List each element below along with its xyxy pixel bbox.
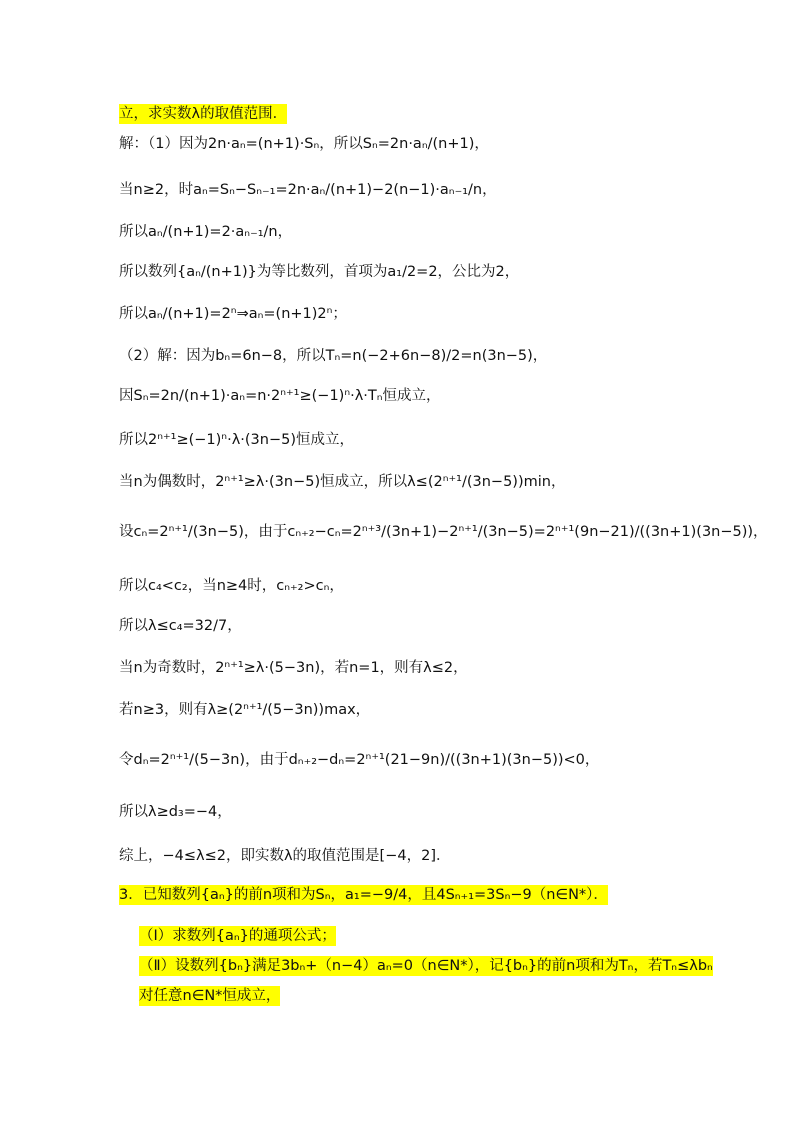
solution-line: 所以λ≤c₄=32/7， [119, 618, 242, 634]
solution-line: （2）解：因为bₙ=6n−8，所以Tₙ=n(−2+6n−8)/2=n(3n−5)， [119, 348, 548, 364]
solution-line: 当n为偶数时，2ⁿ⁺¹≥λ·(3n−5)恒成立，所以λ≤(2ⁿ⁺¹/(3n−5))min， [119, 474, 566, 490]
solution-line: 若n≥3，则有λ≥(2ⁿ⁺¹/(5−3n))max， [119, 702, 371, 718]
problem-part-2-continued: 对任意n∈N*恒成立， [139, 988, 281, 1004]
solution-line: 设cₙ=2ⁿ⁺¹/(3n−5)，由于cₙ₊₂−cₙ=2ⁿ⁺³/(3n+1)−2ⁿ⁺¹/(3n−5)=2ⁿ⁺¹(9n−21)/((3n+1)(3n−5))， [119, 524, 768, 540]
problem-part-2: （Ⅱ）设数列{bₙ}满足3bₙ+（n−4）aₙ=0（n∈N*），记{bₙ}的前n项和为Tₙ，若Tₙ≤λbₙ [139, 958, 713, 974]
solution-line: 所以aₙ/(n+1)=2·aₙ₋₁/n， [119, 224, 293, 240]
problem-stem: 3．已知数列{aₙ}的前n项和为Sₙ，a₁=−9/4，且4Sₙ₊₁=3Sₙ−9（n∈N*）． [119, 887, 608, 903]
solution-line: 当n≥2，时aₙ=Sₙ−Sₙ₋₁=2n·aₙ/(n+1)−2(n−1)·aₙ₋₁/n， [119, 182, 497, 198]
continuation-line: 立，求实数λ的取值范围． [119, 106, 288, 122]
conclusion-line: 综上，−4≤λ≤2，即实数λ的取值范围是[−4，2]． [119, 848, 451, 864]
solution-line: 令dₙ=2ⁿ⁺¹/(5−3n)，由于dₙ₊₂−dₙ=2ⁿ⁺¹(21−9n)/((3n+1)(3n−5))<0， [119, 752, 600, 768]
solution-line: 因Sₙ=2n/(n+1)·aₙ=n·2ⁿ⁺¹≥(−1)ⁿ·λ·Tₙ恒成立， [119, 388, 441, 404]
solution-line: 所以数列{aₙ/(n+1)}为等比数列，首项为a₁/2=2，公比为2， [119, 264, 520, 280]
solution-line: 所以2ⁿ⁺¹≥(−1)ⁿ·λ·(3n−5)恒成立， [119, 432, 354, 448]
solution-line: 所以c₄<c₂，当n≥4时，cₙ₊₂>cₙ， [119, 578, 344, 594]
solution-line: 解：（1）因为2n·aₙ=(n+1)·Sₙ，所以Sₙ=2n·aₙ/(n+1)， [119, 136, 489, 152]
solution-line: 当n为奇数时，2ⁿ⁺¹≥λ·(5−3n)，若n=1，则有λ≤2， [119, 660, 468, 676]
solution-line: 所以λ≥d₃=−4， [119, 804, 232, 820]
problem-part-1: （Ⅰ）求数列{aₙ}的通项公式； [139, 928, 336, 944]
solution-line: 所以aₙ/(n+1)=2ⁿ⇒aₙ=(n+1)2ⁿ； [119, 306, 347, 322]
